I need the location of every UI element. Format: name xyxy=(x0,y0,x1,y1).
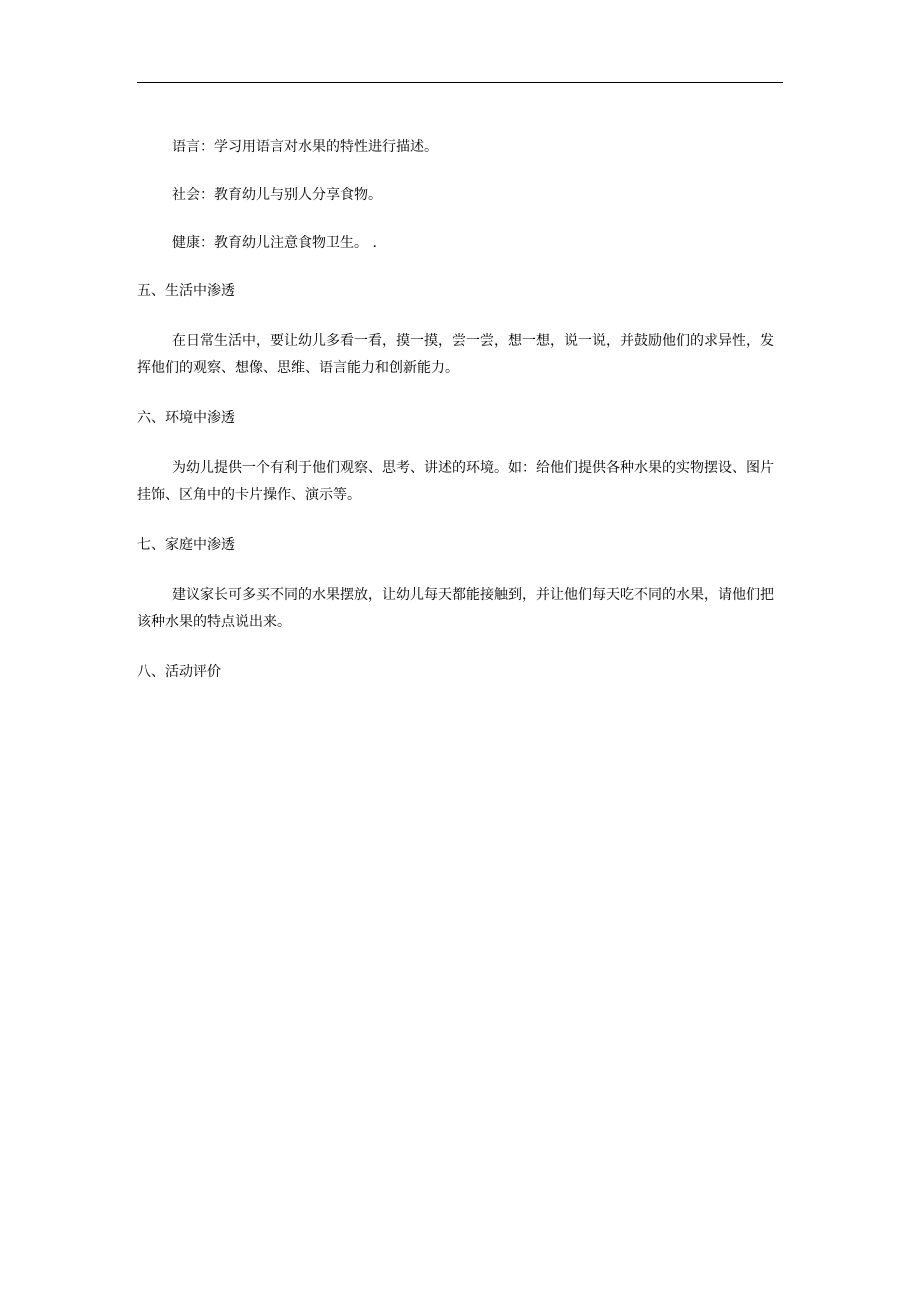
paragraph-social-goal: 社会：教育幼儿与别人分享食物。 xyxy=(172,187,382,203)
paragraph-life-body: 在日常生活中，要让幼儿多看一看，摸一摸，尝一尝，想一想，说一说，并鼓励他们的求异性，发挥他们的观察、想像、思维、语言能力和创新能力。 xyxy=(137,333,774,376)
paragraph-environment-body: 为幼儿提供一个有利于他们观察、思考、讲述的环境。如：给他们提供各种水果的实物摆设、图片挂饰、区角中的卡片操作、演示等。 xyxy=(137,460,774,503)
document-body xyxy=(137,134,783,686)
section-heading-evaluation: 八、活动评价 xyxy=(137,664,221,680)
paragraph-health-goal: 健康：教育幼儿注意食物卫生。 . xyxy=(172,235,377,251)
header-rule xyxy=(137,82,783,83)
section-heading-life: 五、生活中渗透 xyxy=(137,283,235,299)
paragraph-family-body: 建议家长可多买不同的水果摆放，让幼儿每天都能接触到，并让他们每天吃不同的水果，请他们把该种水果的特点说出来。 xyxy=(137,587,774,630)
section-heading-environment: 六、环境中渗透 xyxy=(137,410,235,426)
paragraph-language-goal: 语言：学习用语言对水果的特性进行描述。 xyxy=(172,139,438,155)
section-heading-family: 七、家庭中渗透 xyxy=(137,537,235,553)
